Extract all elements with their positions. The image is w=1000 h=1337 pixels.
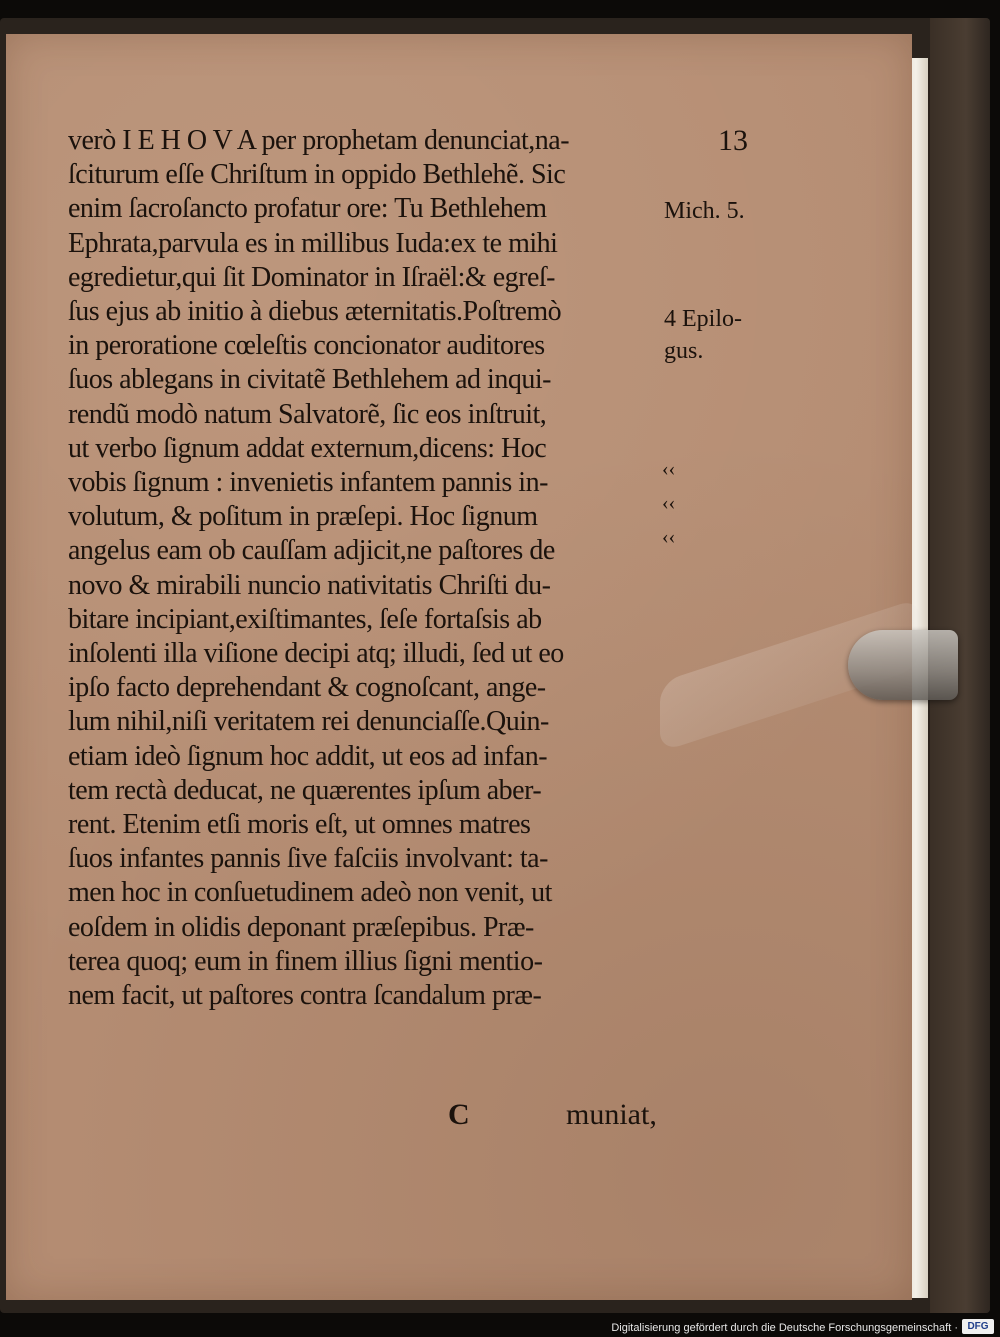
text-line: Ephrata,parvula es in millibus Iuda:ex te mihi (68, 227, 558, 259)
text-line: vobis ſignum : invenietis infantem pannis in- (68, 467, 548, 499)
text-line: ſuos infantes pannis ſive faſciis involvant: ta- (68, 843, 548, 875)
text-line: ſciturum eſſe Chriſtum in oppido Bethlehẽ. Sic (68, 159, 566, 191)
text-line: nem facit, ut paſtores contra ſcandalum præ- (68, 980, 542, 1012)
text-line: verò I E H O V A per prophetam denunciat,na- (68, 125, 570, 156)
text-line: rendũ modò natum Salvatorẽ, ſic eos inſtruit, (68, 398, 547, 430)
text-line: inſolenti illa viſione decipi atq; illudi, ſed ut eo (68, 638, 564, 670)
signature-mark: C (448, 1098, 470, 1131)
text-line: ſus ejus ab initio à diebus æternitatis.Poſtremò (68, 296, 562, 328)
quote-mark: ‹‹ (662, 526, 676, 548)
page-body (68, 124, 668, 1013)
text-line: ut verbo ſignum addat externum,dicens: Hoc (68, 432, 547, 464)
footer-bar (0, 1313, 1000, 1337)
text-line: volutum, & poſitum in præſepi. Hoc ſignum (68, 501, 538, 533)
text-line: rent. Etenim etſi moris eſt, ut omnes matres (68, 809, 531, 841)
text-line: terea quoq; eum in finem illius ſigni mentio- (68, 945, 543, 977)
text-line: ipſo facto deprehendant & cognoſcant, ange- (68, 672, 546, 704)
quote-mark: ‹‹ (662, 492, 676, 514)
catchword: muniat, (566, 1098, 657, 1131)
page-number: 13 (718, 124, 748, 157)
margin-note-mich: Mich. 5. (664, 198, 745, 224)
text-line: tem rectà deducat, ne quærentes ipſum aber- (68, 774, 542, 806)
footer-credit: Digitalisierung gefördert durch die Deutsche Forschungsgemeinschaft · (611, 1322, 958, 1334)
quote-mark: ‹‹ (662, 458, 676, 480)
text-line: lum nihil,niſi veritatem rei denunciaſſe.Quin- (68, 706, 549, 738)
text-line: in peroratione cœleſtis concionator auditores (68, 330, 545, 362)
margin-note-epilogus-cont: gus. (664, 338, 704, 364)
book-clip (848, 630, 958, 700)
text-line: men hoc in conſuetudinem adeò non venit, ut (68, 877, 552, 909)
dfg-logo-icon: DFG (962, 1319, 994, 1334)
text-line: enim ſacroſancto profatur ore: Tu Bethlehem (68, 193, 547, 225)
text-line: angelus eam ob cauſſam adjicit,ne paſtores de (68, 535, 555, 567)
text-line: ſuos ablegans in civitatẽ Bethlehem ad inqui- (68, 364, 551, 396)
text-line: eoſdem in olidis deponant præſepibus. Præ- (68, 911, 534, 943)
text-line: egredietur,qui ſit Dominator in Iſraël:& egreſ- (68, 261, 555, 293)
text-line: bitare incipiant,exiſtimantes, ſeſe fortaſsis ab (68, 603, 542, 635)
margin-note-epilogus: 4 Epilo- (664, 306, 742, 332)
text-line: novo & mirabili nuncio nativitatis Chriſti du- (68, 569, 551, 601)
text-line: etiam ideò ſignum hoc addit, ut eos ad infan- (68, 740, 548, 772)
